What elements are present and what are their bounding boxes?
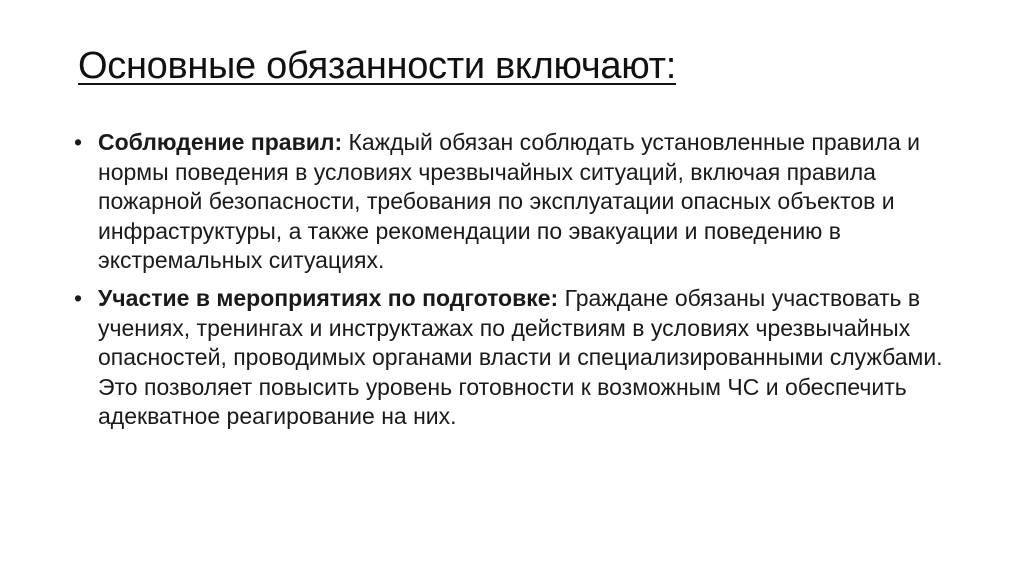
- bullet-item-rules-compliance: [74, 128, 954, 276]
- bullet-body-text: Граждане обязаны участвовать в учениях, тренингах и инструктажах по действиям в условиях чрезвычайных опасностей, проводимых органами власти и специализированными службами. Это позволяет повысить уровень готовности к возможным ЧС и обеспечить адекватное реагирование на них.: [98, 284, 943, 430]
- bullet-lead-text: Соблюдение правил:: [98, 129, 343, 155]
- bullet-body-text: Каждый обязан соблюдать установленные правила и нормы поведения в условиях чрезвычайных ситуаций, включая правила пожарной безопасности, требования по эксплуатации опасных объектов и инфраструктуры, а также рекомендации по эвакуации и поведению в экстремальных ситуациях.: [98, 129, 920, 274]
- bullet-lead-text: Участие в мероприятиях по подготовке:: [98, 284, 559, 311]
- bullet-dot-icon: •: [74, 129, 83, 155]
- bullet-dot-icon: •: [74, 284, 83, 311]
- bullet-list: [74, 128, 954, 440]
- bullet-item-training-participation: [74, 284, 954, 432]
- slide-title: Основные обязанности включают:: [78, 45, 676, 87]
